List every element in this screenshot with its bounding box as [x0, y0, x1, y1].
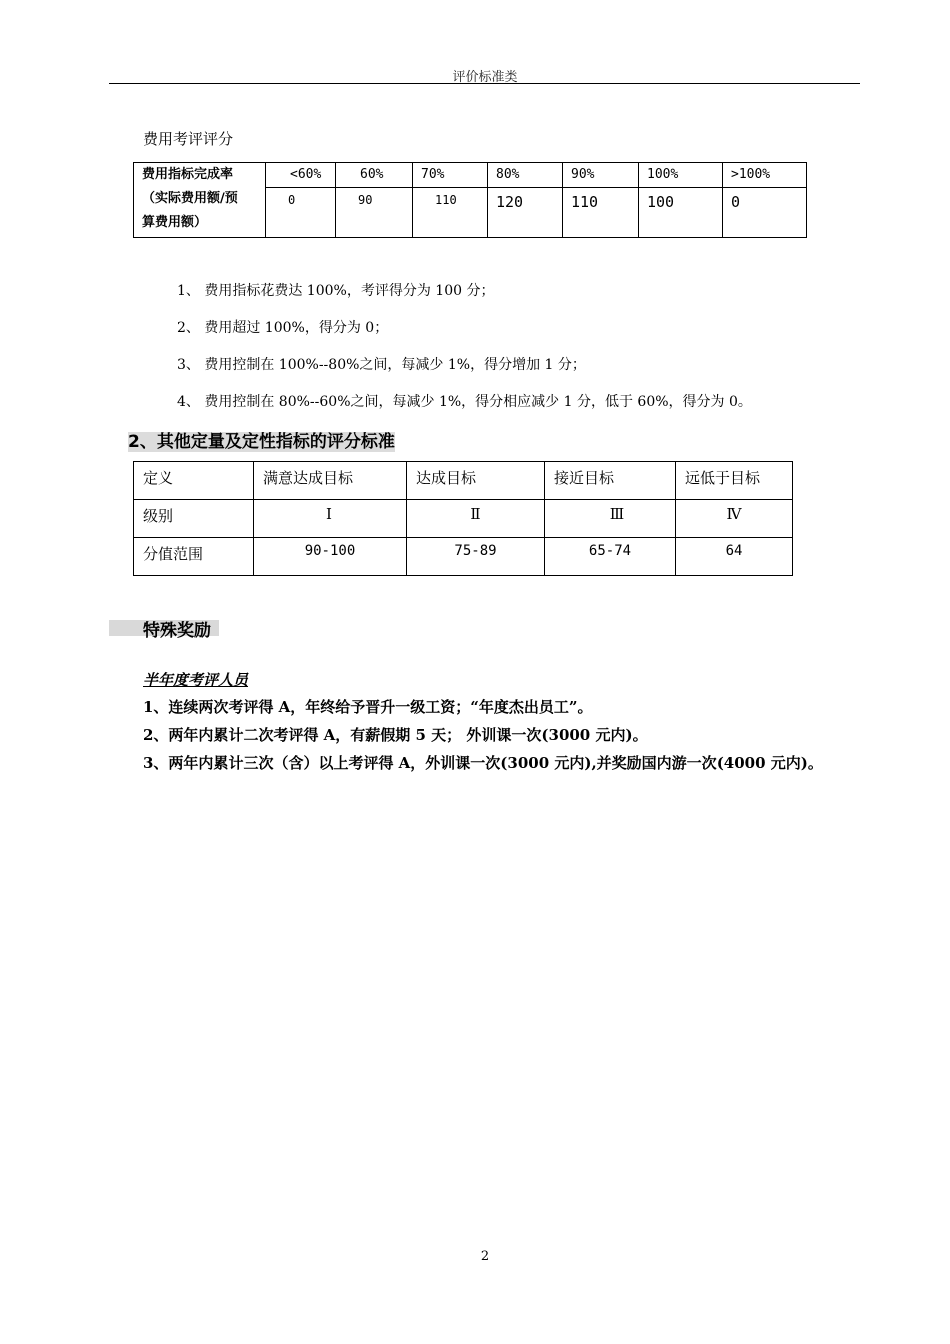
cost-row-label-line3: 算费用额） — [142, 215, 208, 230]
reward-item-2: 2、两年内累计二次考评得 A，有薪假期 5 天； 外训课一次(3000 元内)。 — [143, 726, 648, 744]
cost-section-label: 费用考评评分 — [143, 130, 234, 148]
reward-item-3: 3、两年内累计三次（含）以上考评得 A，外训课一次(3000 元内),并奖励国内游一次(4000 元内)。 — [143, 754, 823, 772]
scoring-rule-3: 3、 费用控制在 100%--80%之间，每减少 1%，得分增加 1 分； — [177, 357, 586, 373]
header-divider — [109, 83, 860, 84]
cost-value-cell: 90 — [336, 188, 413, 238]
grade-cell: 远低于目标 — [676, 462, 793, 500]
cost-header-cell: 60% — [336, 163, 413, 188]
grade-cell: 接近目标 — [545, 462, 676, 500]
grade-range-cell: 90-100 — [254, 538, 407, 576]
cost-header-cell: 80% — [488, 163, 563, 188]
section2-heading-text: 2、其他定量及定性指标的评分标准 — [128, 432, 395, 452]
cost-value-cell: 120 — [488, 188, 563, 238]
cost-score-table — [133, 162, 807, 238]
grade-level-cell: Ⅲ — [545, 500, 676, 538]
grade-range-cell: 75-89 — [407, 538, 545, 576]
scoring-rule-1: 1、 费用指标花费达 100%，考评得分为 100 分； — [177, 283, 495, 299]
grade-level-cell: I — [254, 500, 407, 538]
grade-standard-table — [133, 461, 793, 576]
grade-level-cell: Ⅱ — [407, 500, 545, 538]
reward-item-1: 1、连续两次考评得 A，年终给予晋升一级工资；“年度杰出员工”。 — [143, 698, 593, 716]
grade-level-cell: Ⅳ — [676, 500, 793, 538]
page-number: 2 — [480, 1249, 490, 1264]
cost-row-label-line2: （实际费用额/预 — [142, 191, 238, 206]
grade-cell: 分值范围 — [134, 538, 254, 576]
cost-value-cell: 110 — [563, 188, 639, 238]
cost-header-cell: 100% — [639, 163, 723, 188]
grade-cell: 达成目标 — [407, 462, 545, 500]
cost-header-cell: 70% — [413, 163, 488, 188]
grade-range-cell: 65-74 — [545, 538, 676, 576]
scoring-rule-2: 2、 费用超过 100%，得分为 0； — [177, 320, 389, 336]
grade-range-cell: 64 — [676, 538, 793, 576]
grade-cell: 满意达成目标 — [254, 462, 407, 500]
cost-value-cell: 100 — [639, 188, 723, 238]
cost-value-cell: 0 — [723, 188, 807, 238]
cost-header-cell: >100% — [723, 163, 807, 188]
grade-cell: 级别 — [134, 500, 254, 538]
section2-heading — [128, 427, 395, 452]
scoring-rule-4: 4、 费用控制在 80%--60%之间，每减少 1%，得分相应减少 1 分，低于 60%，得分为 0。 — [177, 394, 752, 410]
page-header-title: 评价标准类 — [452, 70, 518, 85]
cost-value-cell: 110 — [413, 188, 488, 238]
grade-cell: 定义 — [134, 462, 254, 500]
special-reward-heading: 特殊奖励 — [143, 621, 211, 641]
half-year-subtitle: 半年度考评人员 — [143, 671, 249, 689]
cost-header-cell: 90% — [563, 163, 639, 188]
cost-header-cell: <60% — [266, 163, 336, 188]
cost-row-label-cell — [134, 163, 266, 238]
cost-row-label-line1: 费用指标完成率 — [142, 167, 234, 182]
cost-value-cell: 0 — [266, 188, 336, 238]
